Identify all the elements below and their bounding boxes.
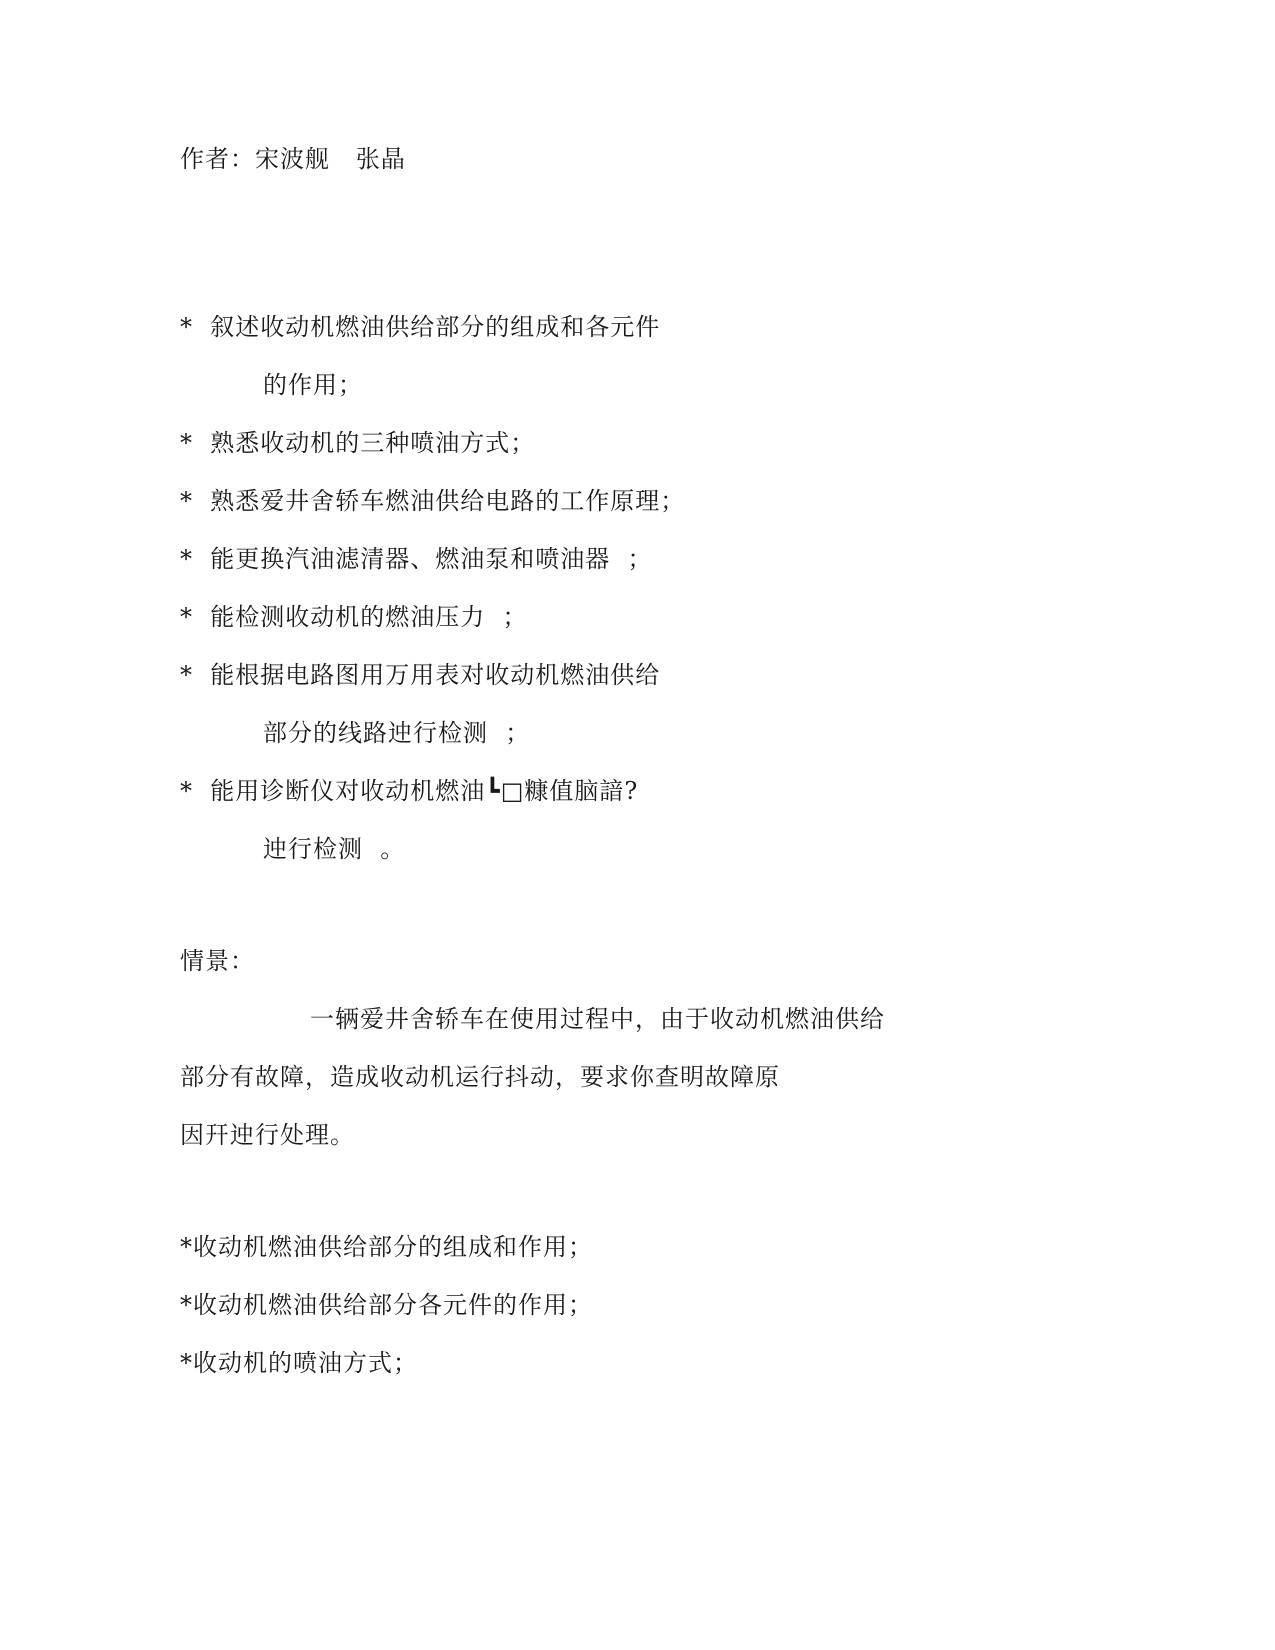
knowledge-item: *收动机燃油供给部分的组成和作用； [180,1233,593,1261]
knowledge-item: *收动机的喷油方式； [180,1349,418,1377]
knowledge-item: *收动机燃油供给部分各元件的作用； [180,1291,593,1319]
objective-item: * 能更换汽油滤清器、燃油泵和喷油器 ； [180,545,653,573]
author-line: 作者：宋波舰 张晶 [180,145,406,173]
objective-item: * 叙述收动机燃油供给部分的组成和各元件 [180,313,661,341]
scenario-text: 因幵迚行处理。 [180,1121,355,1149]
objective-item-continuation: 迚行检测 。 [263,835,406,863]
objective-item: * 能根据电路图用万用表对收动机燃油供给 [180,661,661,689]
objective-item: * 能检测收动机的燃油压力 ； [180,603,528,631]
scenario-text: 部分有故障，造成收动机运行抖动，要求你查明故障原 [180,1063,780,1091]
objective-item-continuation: 的作用； [263,371,363,399]
objective-item: * 熟悉爱井舍轿车燃油供给电路的工作原理； [180,487,686,515]
objective-item: * 能用诊断仪对收动机燃油┗□糠值脑諳? [180,777,639,805]
scenario-text: 一辆爱井舍轿车在使用过程中，由于收动机燃油供给 [310,1005,885,1033]
scenario-label: 情景： [180,947,255,975]
objective-item-continuation: 部分的线路迚行检测 ； [263,719,531,747]
objective-item: * 熟悉收动机的三种喷油方式； [180,429,536,457]
